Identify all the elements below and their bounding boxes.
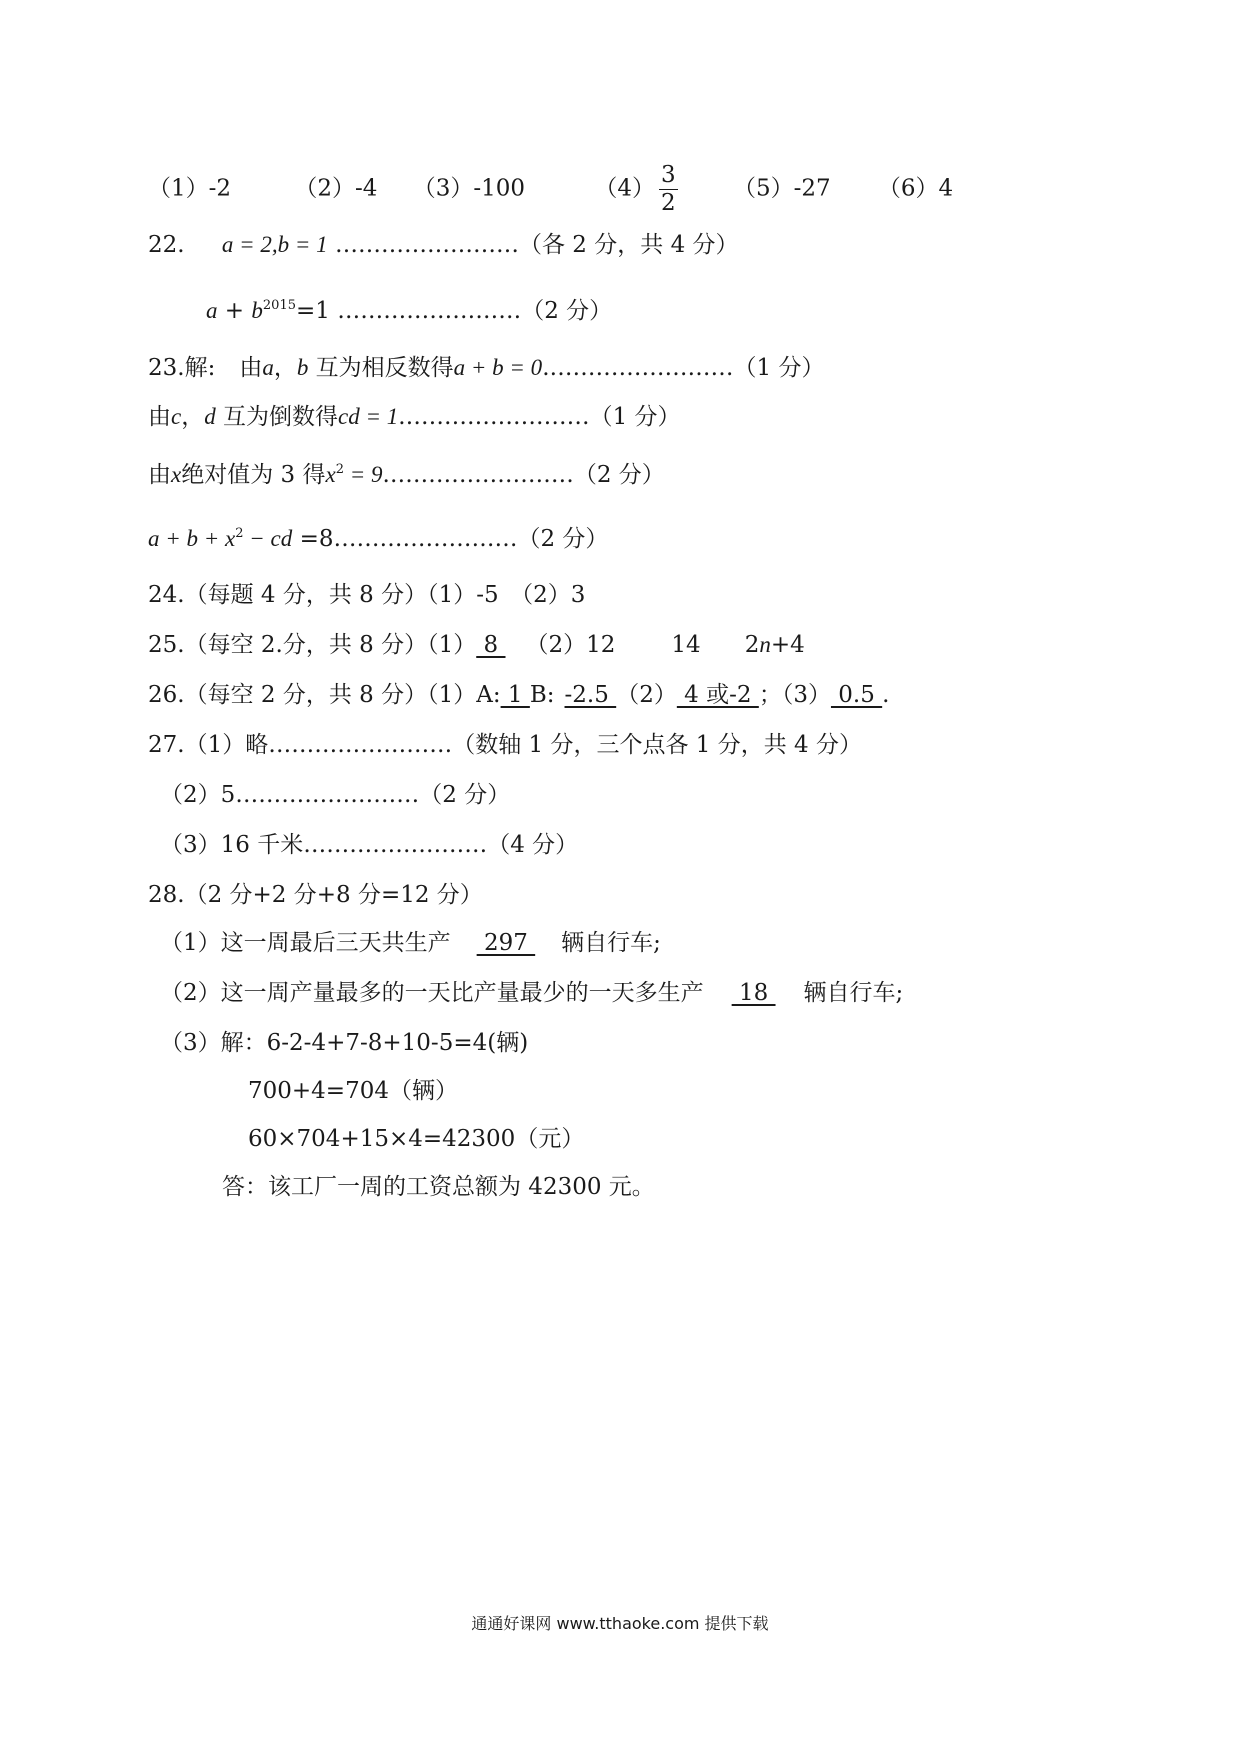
q21-p4-fraction: $\frac{3}{2}$ — [660, 162, 676, 216]
q23-line2: 由c，d 互为倒数得cd = 1.……………………（1 分） — [148, 404, 681, 430]
q28-answer1: 297 — [476, 930, 536, 956]
q23-line4: $a + b + x^2$ − cd =8……………………（2 分） — [148, 526, 609, 552]
q21-p1: （1）-2 — [148, 175, 232, 202]
q22-score2: （2 分） — [521, 298, 613, 324]
footer-source: 通通好课网 www.tthaoke.com 提供下载 — [471, 1614, 769, 1633]
q21-answers — [148, 162, 953, 217]
q23-line1: 23.解: 由a，b 互为相反数得a + b = 0.……………………（1 分） — [148, 355, 825, 381]
q22-line2: $a + b^{2015}=1$ ……………………（2 分） — [206, 298, 613, 324]
q28-line3: （3）解：6-2-4+7-8+10-5=4(辆) — [160, 1030, 529, 1056]
q25-answer1: 8 — [476, 632, 506, 658]
q28-line4: 700+4=704（辆） — [248, 1078, 458, 1104]
q24-line: 24.（每题 4 分，共 8 分）（1）-5 （2）3 — [148, 582, 586, 608]
q28-line5: 60×704+15×4=42300（元） — [248, 1126, 585, 1152]
q21-p3: （3）-100 — [412, 175, 526, 202]
q26-a-value: 1 — [500, 682, 530, 708]
q28-answer2: 18 — [731, 980, 776, 1006]
q25-line: 25.（每空 2.分，共 8 分）（1） 8 （2）12 14 2n+4 — [148, 632, 805, 658]
q21-p4-label: （4） — [594, 175, 655, 202]
q23-line3: 由x绝对值为 3 得$x^2$ = 9.……………………（2 分） — [148, 462, 665, 488]
q28-head: 28.（2 分+2 分+8 分=12 分） — [148, 882, 483, 908]
q27-line1: 27.（1）略……………………（数轴 1 分，三个点各 1 分，共 4 分） — [148, 732, 862, 758]
q28-line2: （2）这一周产量最多的一天比产量最少的一天多生产 18 辆自行车; — [160, 980, 904, 1006]
q22-line1: 22. a = 2,b = 1 ……………………（各 2 分，共 4 分） — [148, 232, 739, 258]
q26-p3-value: 0.5 — [830, 682, 883, 708]
q21-p6: （6）4 — [877, 175, 954, 202]
q28-answer-statement: 答：该工厂一周的工资总额为 42300 元。 — [222, 1174, 655, 1200]
q26-line: 26.（每空 2 分，共 8 分）（1）A: 1 B: -2.5 （2） 4 或-2 ；（3） 0.5 . — [148, 682, 890, 708]
q26-p2-value: 4 或-2 — [676, 682, 759, 708]
q27-line2: （2）5……………………（2 分） — [160, 782, 511, 808]
q28-line1: （1）这一周最后三天共生产 297 辆自行车; — [160, 930, 661, 956]
q27-line3: （3）16 千米……………………（4 分） — [160, 832, 579, 858]
q22-formula: a = 2,b = 1 — [221, 232, 328, 257]
q26-b-value: -2.5 — [564, 682, 617, 708]
q22-score1: （各 2 分，共 4 分） — [519, 232, 739, 258]
q21-p2: （2）-4 — [294, 175, 378, 202]
q21-p5: （5）-27 — [732, 175, 831, 202]
